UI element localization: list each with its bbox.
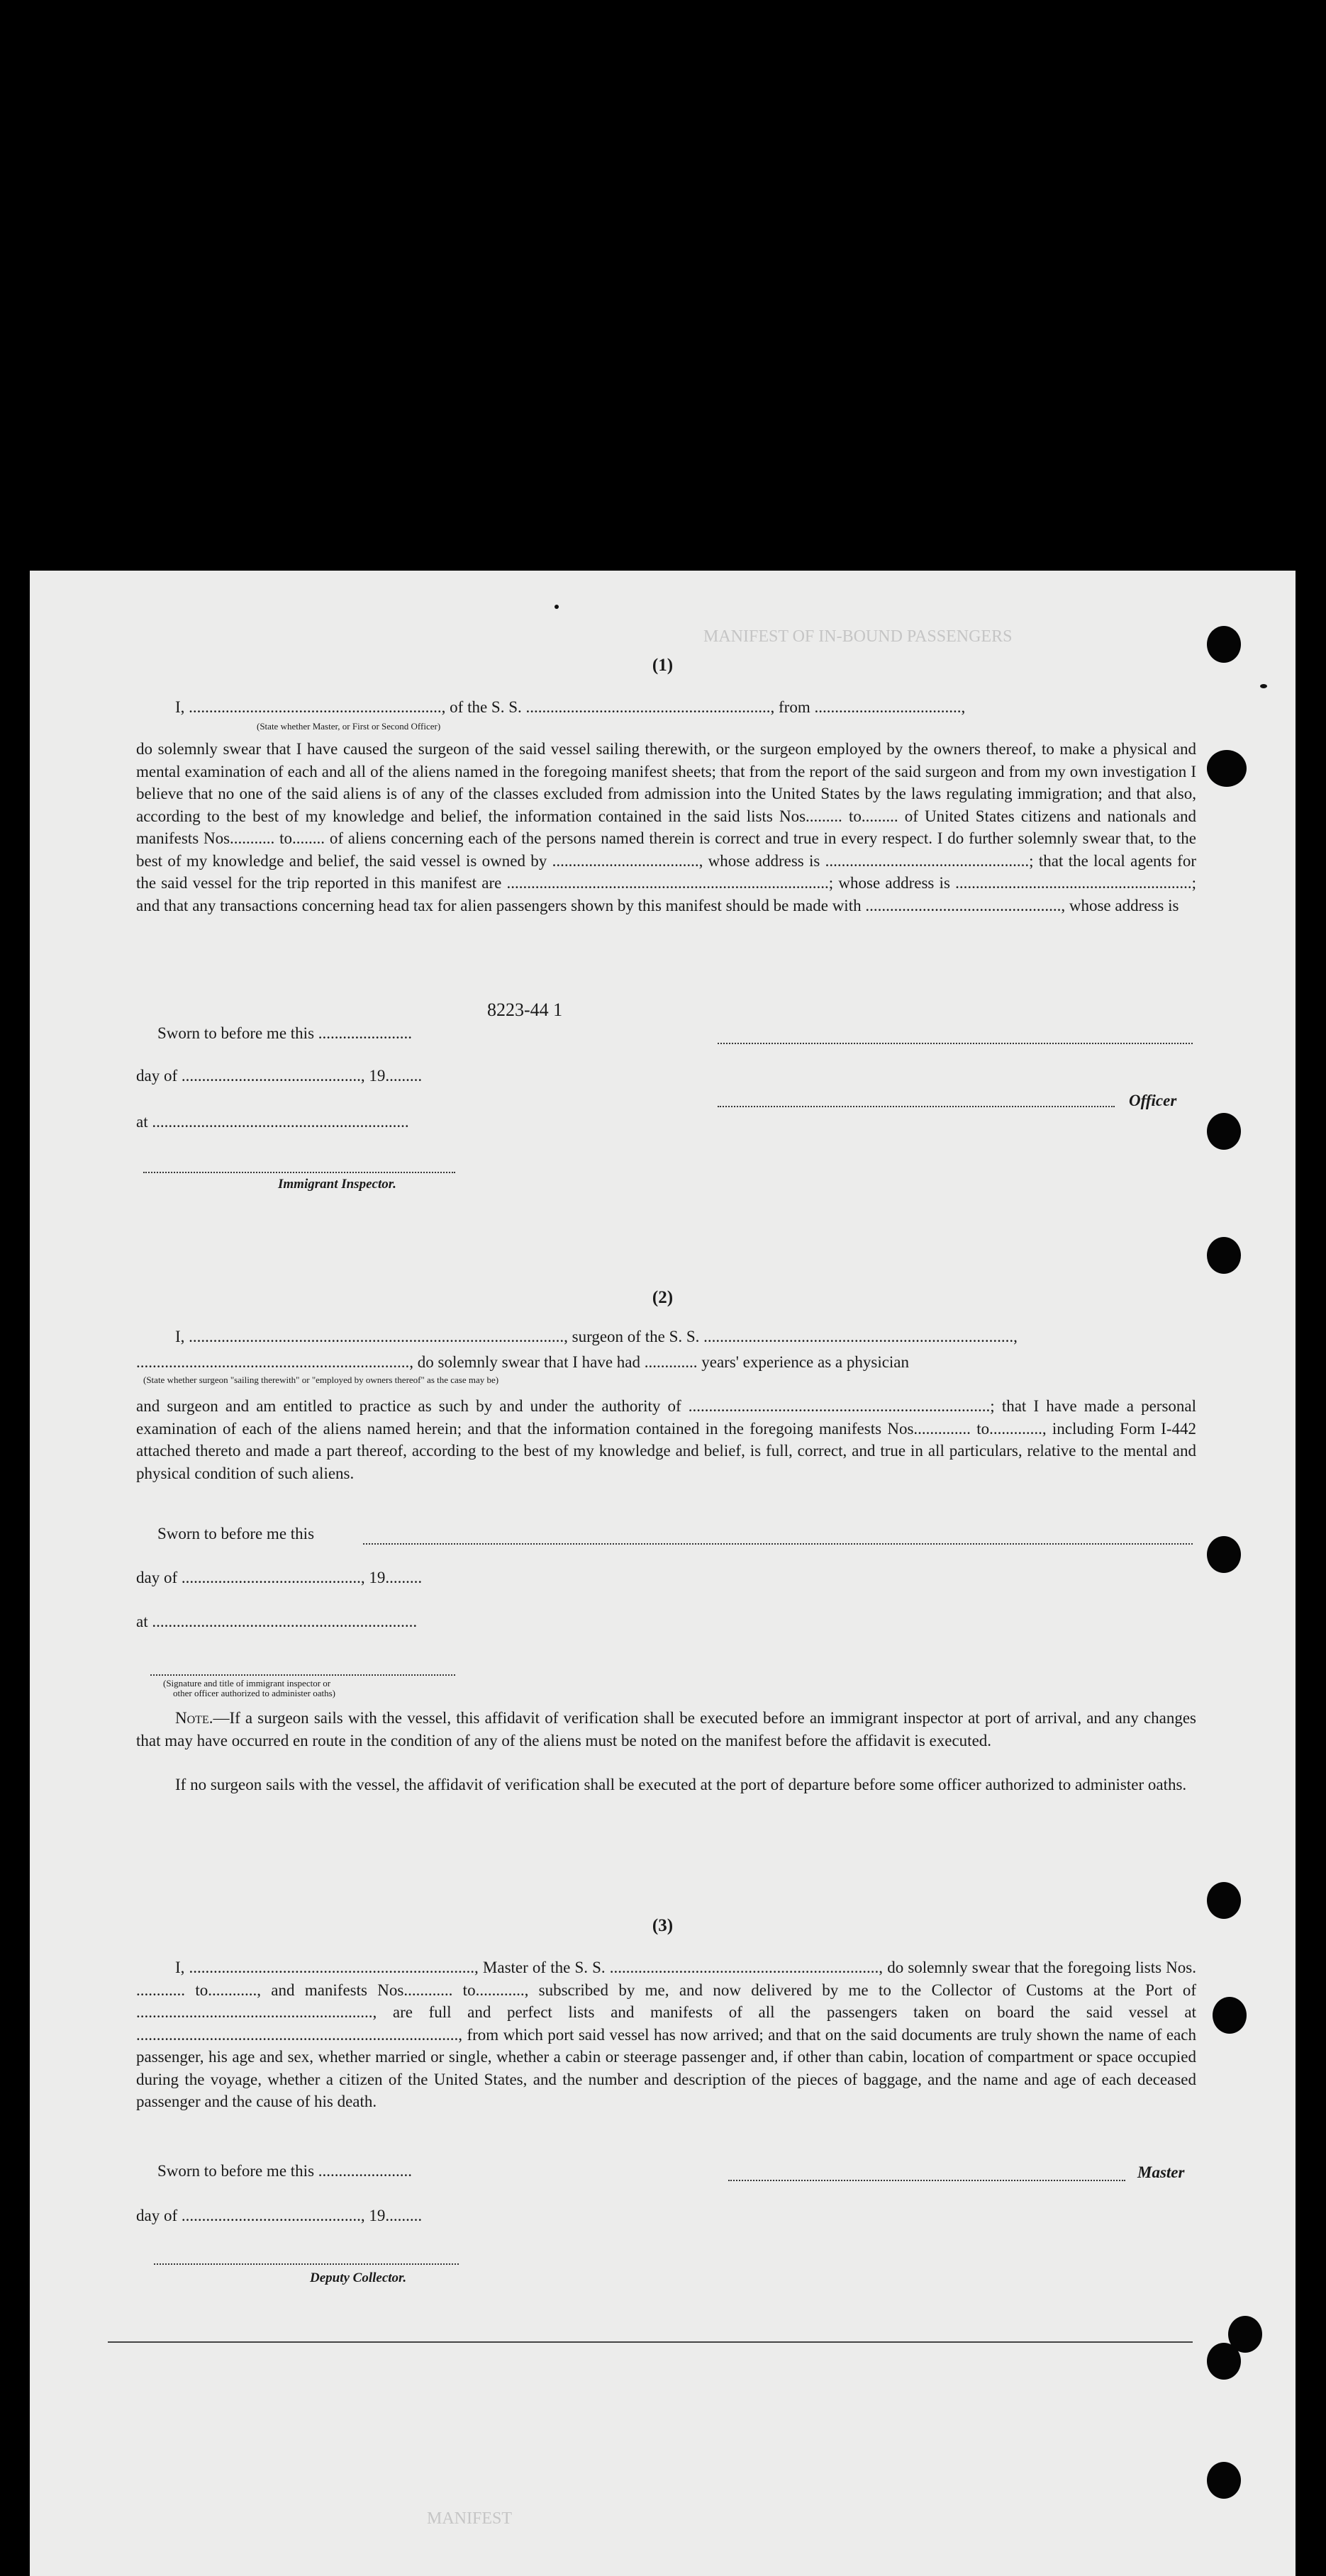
- section-1-number: (1): [652, 656, 674, 675]
- punch-hole: [1213, 1997, 1247, 2034]
- section-2-at: at .................................................................: [136, 1613, 418, 1630]
- punch-hole: [1207, 1113, 1241, 1150]
- inspector-label: Immigrant Inspector.: [278, 1177, 396, 1192]
- bottom-divider: [108, 2341, 1193, 2343]
- section-3-number: (3): [652, 1916, 674, 1935]
- section-3-body: [136, 1956, 1196, 2113]
- section-3-sworn: Sworn to before me this .......................: [157, 2162, 413, 2180]
- section-2-line-2: ..................................................................., do solemnly swear that I have had ............. years' experience as a physician: [136, 1353, 910, 1371]
- punch-hole: [1207, 1237, 1241, 1274]
- section-1-body: do solemnly swear that I have caused the surgeon of the said vessel sailing therewith, or the surgeon employed by the owners thereof, to make a physical and mental examination of each and all of the aliens named in the foregoing manifest sheets; that from the report of the said surgeon and from my own investigation I believe that no one of the said aliens is of any of the classes excluded from admission into the United States by the laws regulating immigration; and that also, according to the best of my knowledge and belief, the information contained in the said lists Nos......... to......... of United States citizens and nationals and manifests Nos........... to........ of aliens concerning each of the persons named therein is correct and true in every respect. I do further solemnly swear that, to the best of my knowledge and belief, the said vessel is owned by ...................................., whose address is ..................................................; that the local agents for the said vessel for the trip reported in this manifest are ...............................................................................; whose address is ..........................................................; and that any transactions concerning head tax for alien passengers shown by this manifest should be made with ................................................, whose address is: [136, 740, 1196, 914]
- section-2-sig-caption-2: other officer authorized to administer oaths): [173, 1688, 335, 1698]
- punch-hole: [1207, 2343, 1241, 2380]
- section-1-at: at ...............................................................: [136, 1113, 409, 1131]
- punch-hole: [1207, 2462, 1241, 2499]
- section-1-day: day of ............................................, 19.........: [136, 1067, 423, 1085]
- punch-hole: [1207, 1536, 1241, 1573]
- section-2-caption: (State whether surgeon "sailing therewith" or "employed by owners thereof" as the case may be): [143, 1374, 499, 1385]
- deputy-signature-line: [154, 2263, 459, 2265]
- section-2-line-1: I, ............................................................................................, surgeon of the S. S. ............................................................................,: [175, 1328, 1018, 1345]
- master-label: Master: [1137, 2163, 1185, 2181]
- bleed-through-text: MANIFEST OF IN-BOUND PASSENGERS: [703, 627, 1013, 646]
- officer-title-line: [718, 1106, 1115, 1107]
- section-2-note-1: [136, 1707, 1196, 1752]
- punch-hole: [1207, 1882, 1241, 1919]
- inspector-signature-line: [143, 1172, 455, 1173]
- officer-signature-line: [718, 1043, 1193, 1044]
- manifest-sheet: [30, 571, 1296, 2576]
- section-1-sworn: Sworn to before me this .......................: [157, 1024, 413, 1042]
- section-1-oath-line: I, .............................................................., of the S. S. ............................................................, from ....................................,: [175, 698, 966, 716]
- section-3-day: day of ............................................, 19.........: [136, 2207, 423, 2224]
- section-1-oath-caption: (State whether Master, or First or Second Officer): [257, 721, 441, 732]
- officer-label: Officer: [1129, 1092, 1177, 1109]
- section-2-sworn: Sworn to before me this: [157, 1525, 315, 1542]
- section-2-day: day of ............................................, 19.........: [136, 1569, 423, 1586]
- section-2-inspector-line: [150, 1674, 455, 1676]
- master-signature-line: [728, 2180, 1125, 2181]
- section-2-signature-line: [363, 1543, 1193, 1545]
- deputy-label: Deputy Collector.: [310, 2270, 407, 2285]
- section-2-number: (2): [652, 1288, 674, 1307]
- section-3-body-text: I, ......................................................................, Master of the S. S. .................................................................., do solemnly swear that the foregoing lists Nos. ............ to............, and manifests Nos............ to............, subscribed by me, and now delivered by me to the Collector of Customs at the Port of .........................................................., are full and perfect lists and manifests of all the passengers taken on board the said vessel at ..............................................................................., from which port said vessel has now arrived; and that on the said documents are truly shown the name of each passenger, his age and sex, whether married or single, whether a cabin or steerage passenger and, if other than cabin, location of compartment or space occupied during the voyage, whether a citizen of the United States, and the number and description of the pieces of baggage, and the name and age of each deceased passenger and the cause of his death.: [136, 1959, 1196, 2110]
- ink-speck: [1260, 684, 1267, 688]
- note-text-2: If no surgeon sails with the vessel, the affidavit of verification shall be executed at the port of departure before some officer authorized to administer oaths.: [175, 1776, 1187, 1793]
- note-label: Note.: [175, 1709, 213, 1727]
- section-2-note-2: [136, 1774, 1196, 1796]
- ink-speck: [555, 605, 559, 609]
- bleed-through-footer: MANIFEST: [427, 2509, 513, 2528]
- section-2-body: and surgeon and am entitled to practice as such by and under the authority of ..........................................................................; that I have made a personal examination of each of the aliens named herein; and that the information contained in the foregoing manifests Nos.............. to............., including Form I-442 attached thereto and made a part thereof, according to the best of my knowledge and belief, is full, correct, and true in all particulars, relative to the mental and physical condition of such aliens.: [136, 1397, 1196, 1482]
- section-1-stamp: 8223-44 1: [487, 999, 563, 1020]
- note-text-1: —If a surgeon sails with the vessel, this affidavit of verification shall be executed before an immigrant inspector at port of arrival, and any changes that may have occurred en route in the condition of any of the aliens must be noted on the manifest before the affidavit is executed.: [136, 1709, 1196, 1749]
- section-2-sig-caption-1: (Signature and title of immigrant inspector or: [163, 1678, 331, 1689]
- punch-hole: [1207, 750, 1247, 787]
